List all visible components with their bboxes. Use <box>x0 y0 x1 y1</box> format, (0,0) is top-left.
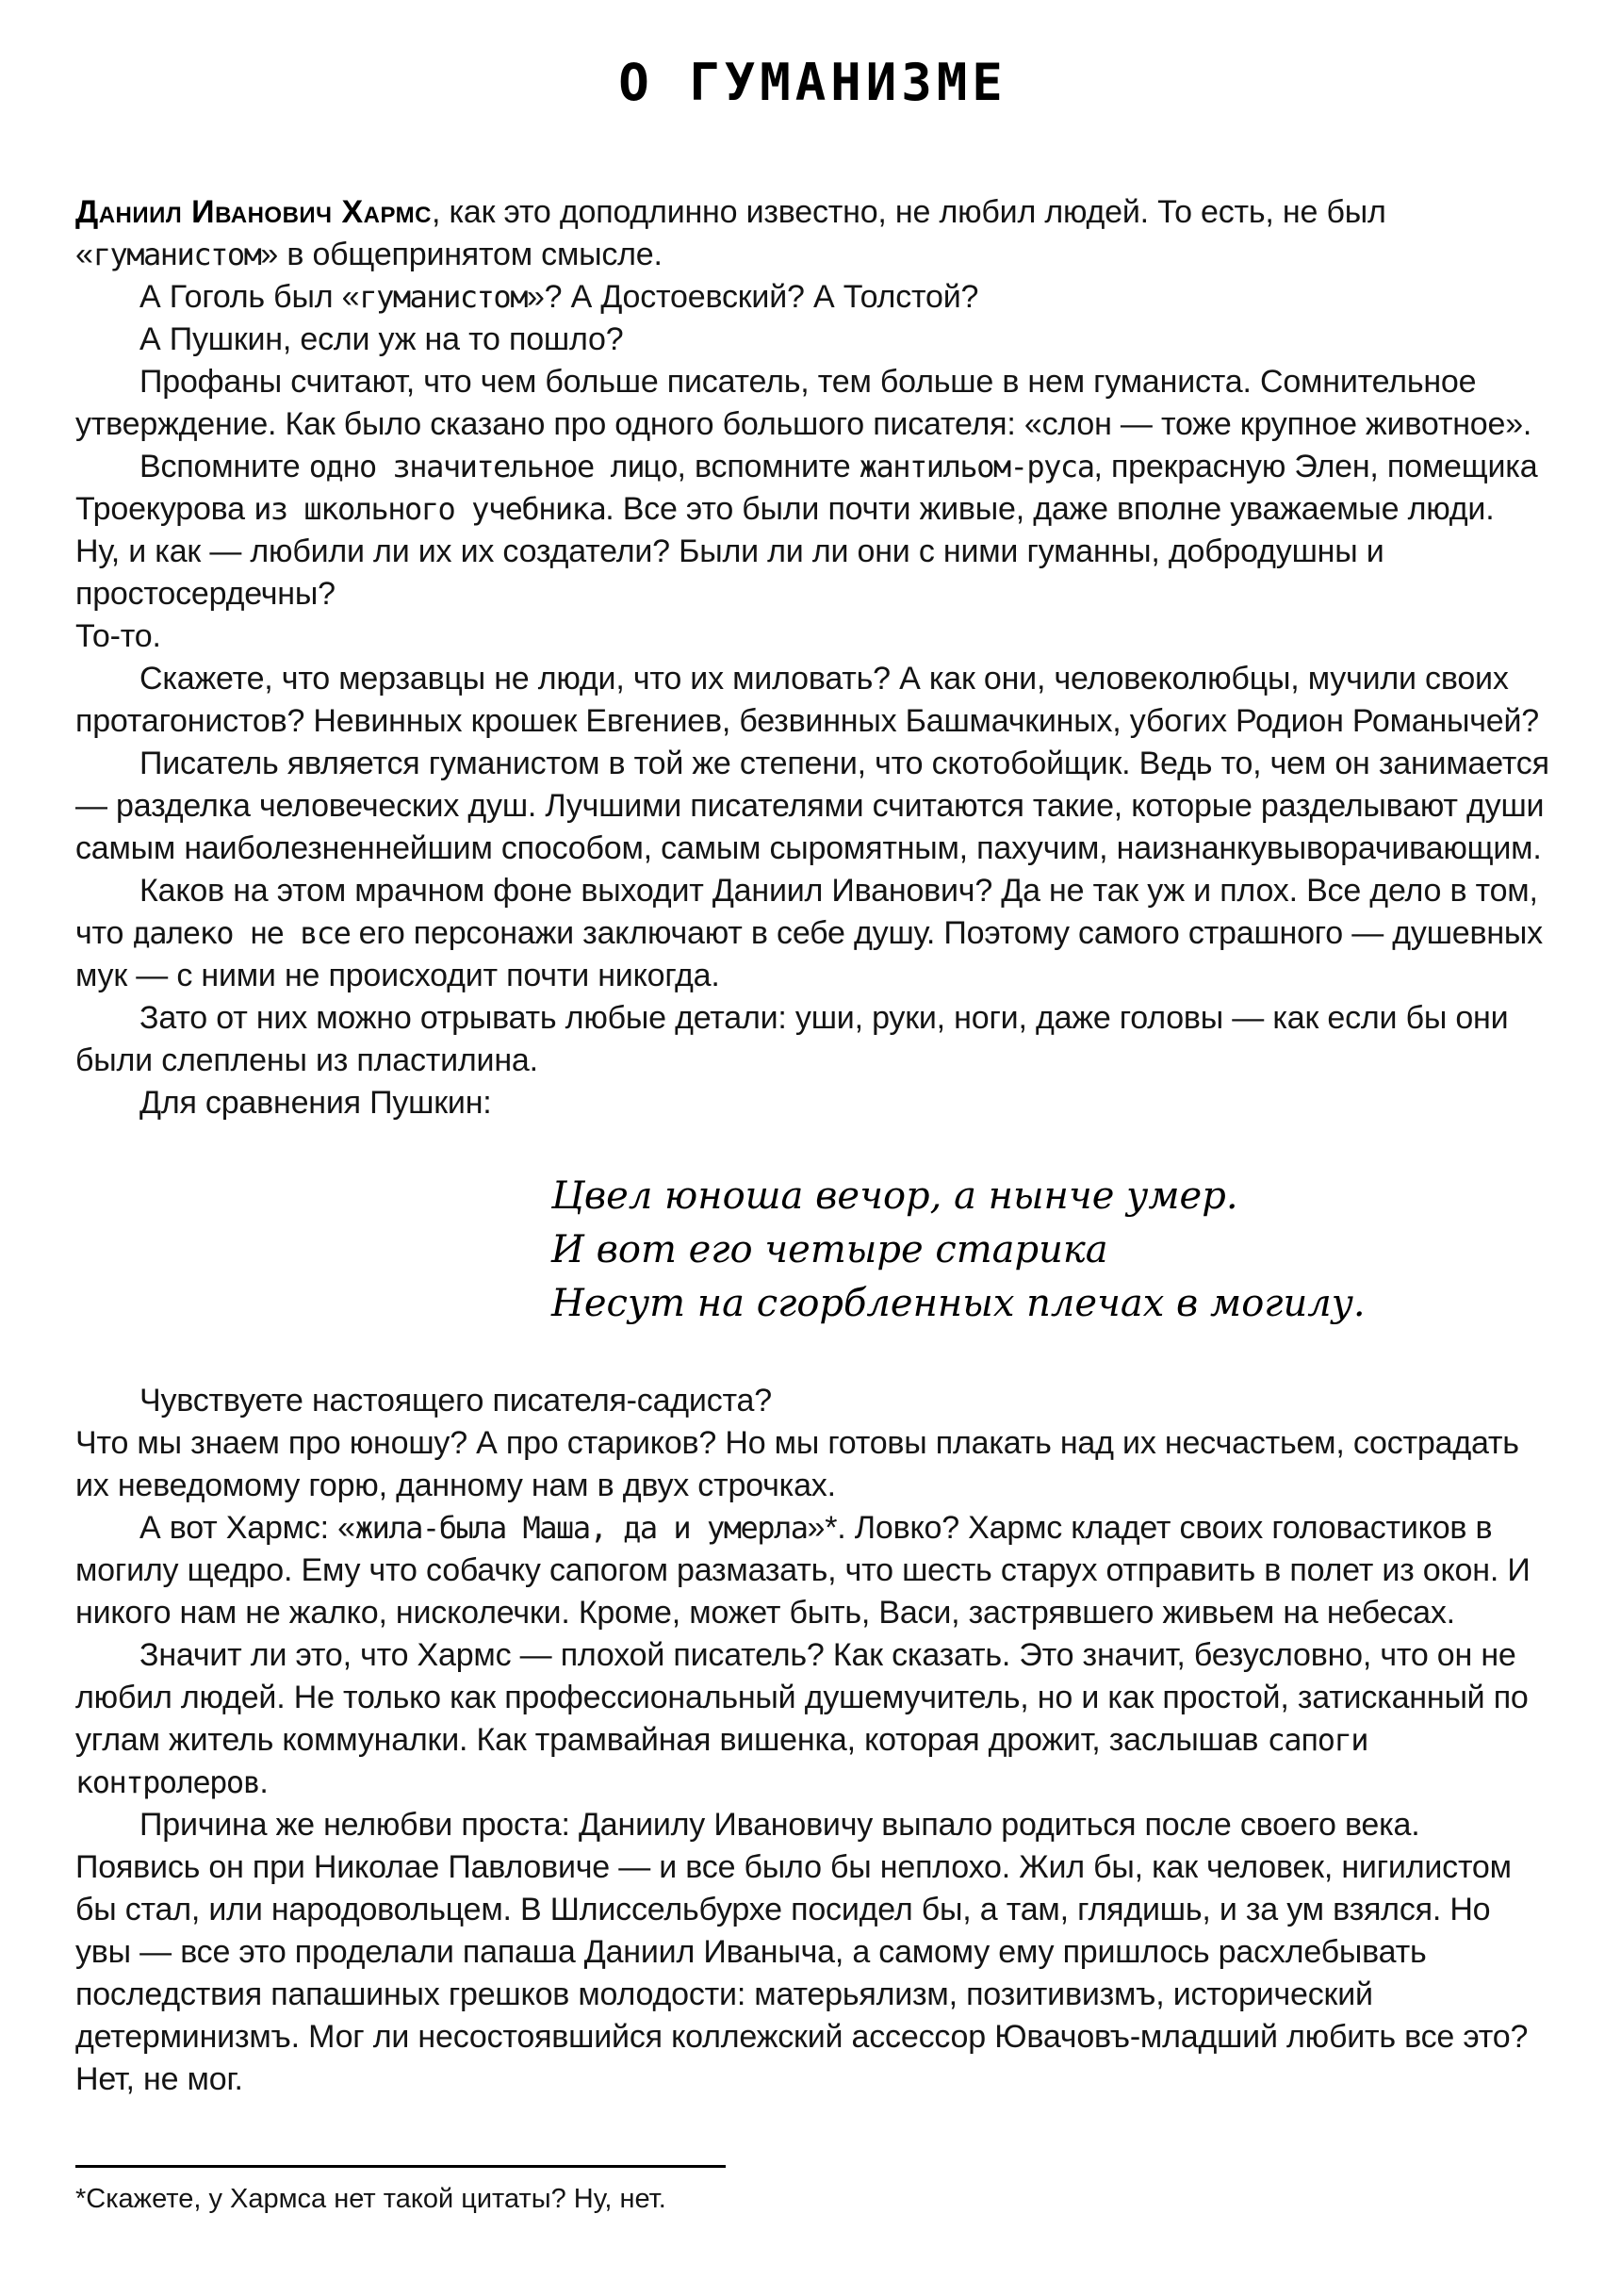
paragraph <box>75 997 1550 1082</box>
text-segment: А Гоголь был « <box>139 279 360 315</box>
essay-body-bottom <box>75 1380 1550 2101</box>
text-segment: Профаны считают, что чем больше писатель, тем больше в нем гуманиста. Сомнительное утверждение. Как было сказано про одного большого писателя: «слон — тоже крупное животное». <box>75 364 1532 442</box>
footnote-rule <box>75 2165 726 2168</box>
text-segment: Зато от них можно отрывать любые детали: уши, руки, ноги, даже головы — как если бы они были слеплены из пластилина. <box>75 1000 1509 1078</box>
essay-body-top <box>75 191 1550 1124</box>
paragraph <box>75 1380 1550 1422</box>
text-segment: Причина же нелюбви проста: Даниилу Ивановичу выпало родиться после своего века. Появись он при Николае Павловиче — и все было бы неплохо. Жил бы, как человек, нигилистом бы стал, или народовольцем. В Шлиссельбурхе посидел бы, а там, глядишь, и за ум взялся. Но увы — все это проделали папаша Даниил Иваныча, а самому ему пришлось расхлебывать последствия папашиных грешков молодости: матерьялизм, позитивизмъ, исторический детерминизмъ. Мог ли несостоявшийся коллежский ассессор Ювачовъ-младший любить все это? Нет, не мог. <box>75 1807 1529 2097</box>
paragraph <box>75 743 1550 870</box>
text-segment: Вспомните <box>139 449 309 484</box>
text-segment: Скажете, что мерзавцы не люди, что их миловать? А как они, человеколюбцы, мучили своих протагонистов? Невинных крошек Евгениев, безвинных Башмачкиных, убогих Родион Романычей? <box>75 661 1540 739</box>
paragraph <box>75 319 1550 361</box>
text-segment: . <box>259 1764 269 1800</box>
text-segment: Писатель является гуманистом в той же степени, что скотобойщик. Ведь то, чем он занимается — разделка человеческих душ. Лучшими писателями считаются такие, которые разделывают души самым наиболезненнейшим способом, самым сыромятным, пахучим, наизнанкувыворачивающим. <box>75 746 1549 866</box>
text-segment: Для сравнения Пушкин: <box>139 1085 492 1121</box>
paragraph <box>75 1634 1550 1804</box>
stencil-phrase: одно значительное лицо <box>308 449 678 484</box>
stencil-phrase: жантильом-руса <box>859 449 1094 484</box>
stencil-phrase: гуманистом <box>92 237 261 272</box>
text-segment: Значит ли это, что Хармс — плохой писатель? Как сказать. Это значит, безусловно, что он не любил людей. Не только как профессиональный душемучитель, но и как простой, затисканный по углам житель коммуналки. Как трамвайная вишенка, которая дрожит, заслышав <box>75 1637 1529 1758</box>
paragraph <box>75 1082 1550 1124</box>
stencil-phrase: из школьного учебника <box>254 491 606 527</box>
paragraph <box>75 191 1550 276</box>
text-segment: То-то. <box>75 618 161 654</box>
stencil-phrase: далеко не все <box>132 915 351 951</box>
text-segment: »*. Ловко? Хармс кладет своих головастиков в могилу щедро. Ему что собачку сапогом размазать, что шесть старух отправить в полет из окон. И никого нам не жалко, нисколечки. Кроме, может быть, Васи, застрявшего живьем на небесах. <box>75 1510 1531 1631</box>
stencil-phrase: сапоги контролеров <box>75 1722 1368 1800</box>
text-segment: Чувствуете настоящего писателя-садиста? <box>139 1383 772 1419</box>
text-segment: Каков на этом мрачном фоне выходит Даниил Иванович? Да не так уж и плох. Все дело в том, что <box>75 873 1538 951</box>
text-segment: , прекрасную Элен, помещика Троекурова <box>75 449 1538 527</box>
text-segment: , как это доподлинно известно, не любил людей. То есть, не был « <box>75 194 1386 272</box>
text-segment: Ну, и как — любили ли их их создатели? Были ли ли они с ними гуманны, добродушны и простосердечны? <box>75 533 1384 612</box>
footnote <box>75 2165 1550 2217</box>
paragraph <box>75 1422 1550 1507</box>
text-segment: » в общепринятом смысле. <box>260 237 663 272</box>
poem-line: Цвел юноша вечор, а нынче умер. <box>551 1174 1238 1218</box>
paragraph <box>75 615 1550 658</box>
paragraph <box>75 446 1550 531</box>
text-segment: А Пушкин, если уж на то пошло? <box>139 321 624 357</box>
author-name: Даниил Иванович Хармс <box>75 194 432 230</box>
paragraph <box>75 1507 1550 1634</box>
paragraph <box>75 276 1550 319</box>
stencil-phrase: жила-была Маша, да и умерла <box>354 1510 808 1546</box>
footnote-text: *Скажете, у Хармса нет такой цитаты? Ну, нет. <box>75 2184 666 2214</box>
text-segment: Что мы знаем про юношу? А про стариков? Но мы готовы плакать над их несчастьем, сострадать их неведомому горю, данному нам в двух строчках. <box>75 1425 1519 1503</box>
paragraph <box>75 658 1550 743</box>
text-segment: , вспомните <box>677 449 860 484</box>
text-segment: »? А Достоевский? А Толстой? <box>526 279 979 315</box>
paragraph <box>75 531 1550 615</box>
poem-quote <box>551 1170 1550 1331</box>
essay-title: О ГУМАНИЗМЕ <box>618 53 1007 112</box>
stencil-phrase: гуманистом <box>359 279 527 315</box>
poem-line: И вот его четыре старика <box>551 1228 1108 1271</box>
paragraph <box>75 1804 1550 2101</box>
essay-content <box>75 0 1550 2217</box>
paragraph <box>75 361 1550 446</box>
text-segment: . Все это были почти живые, даже вполне уважаемые люди. <box>605 491 1495 527</box>
poem-line: Несут на сгорбленных плечах в могилу. <box>551 1282 1366 1325</box>
paragraph <box>75 870 1550 997</box>
text-segment: А вот Хармс: « <box>139 1510 355 1546</box>
text-segment: его персонажи заключают в себе душу. Поэтому самого страшного — душевных мук — с ними не происходит почти никогда. <box>75 915 1543 993</box>
